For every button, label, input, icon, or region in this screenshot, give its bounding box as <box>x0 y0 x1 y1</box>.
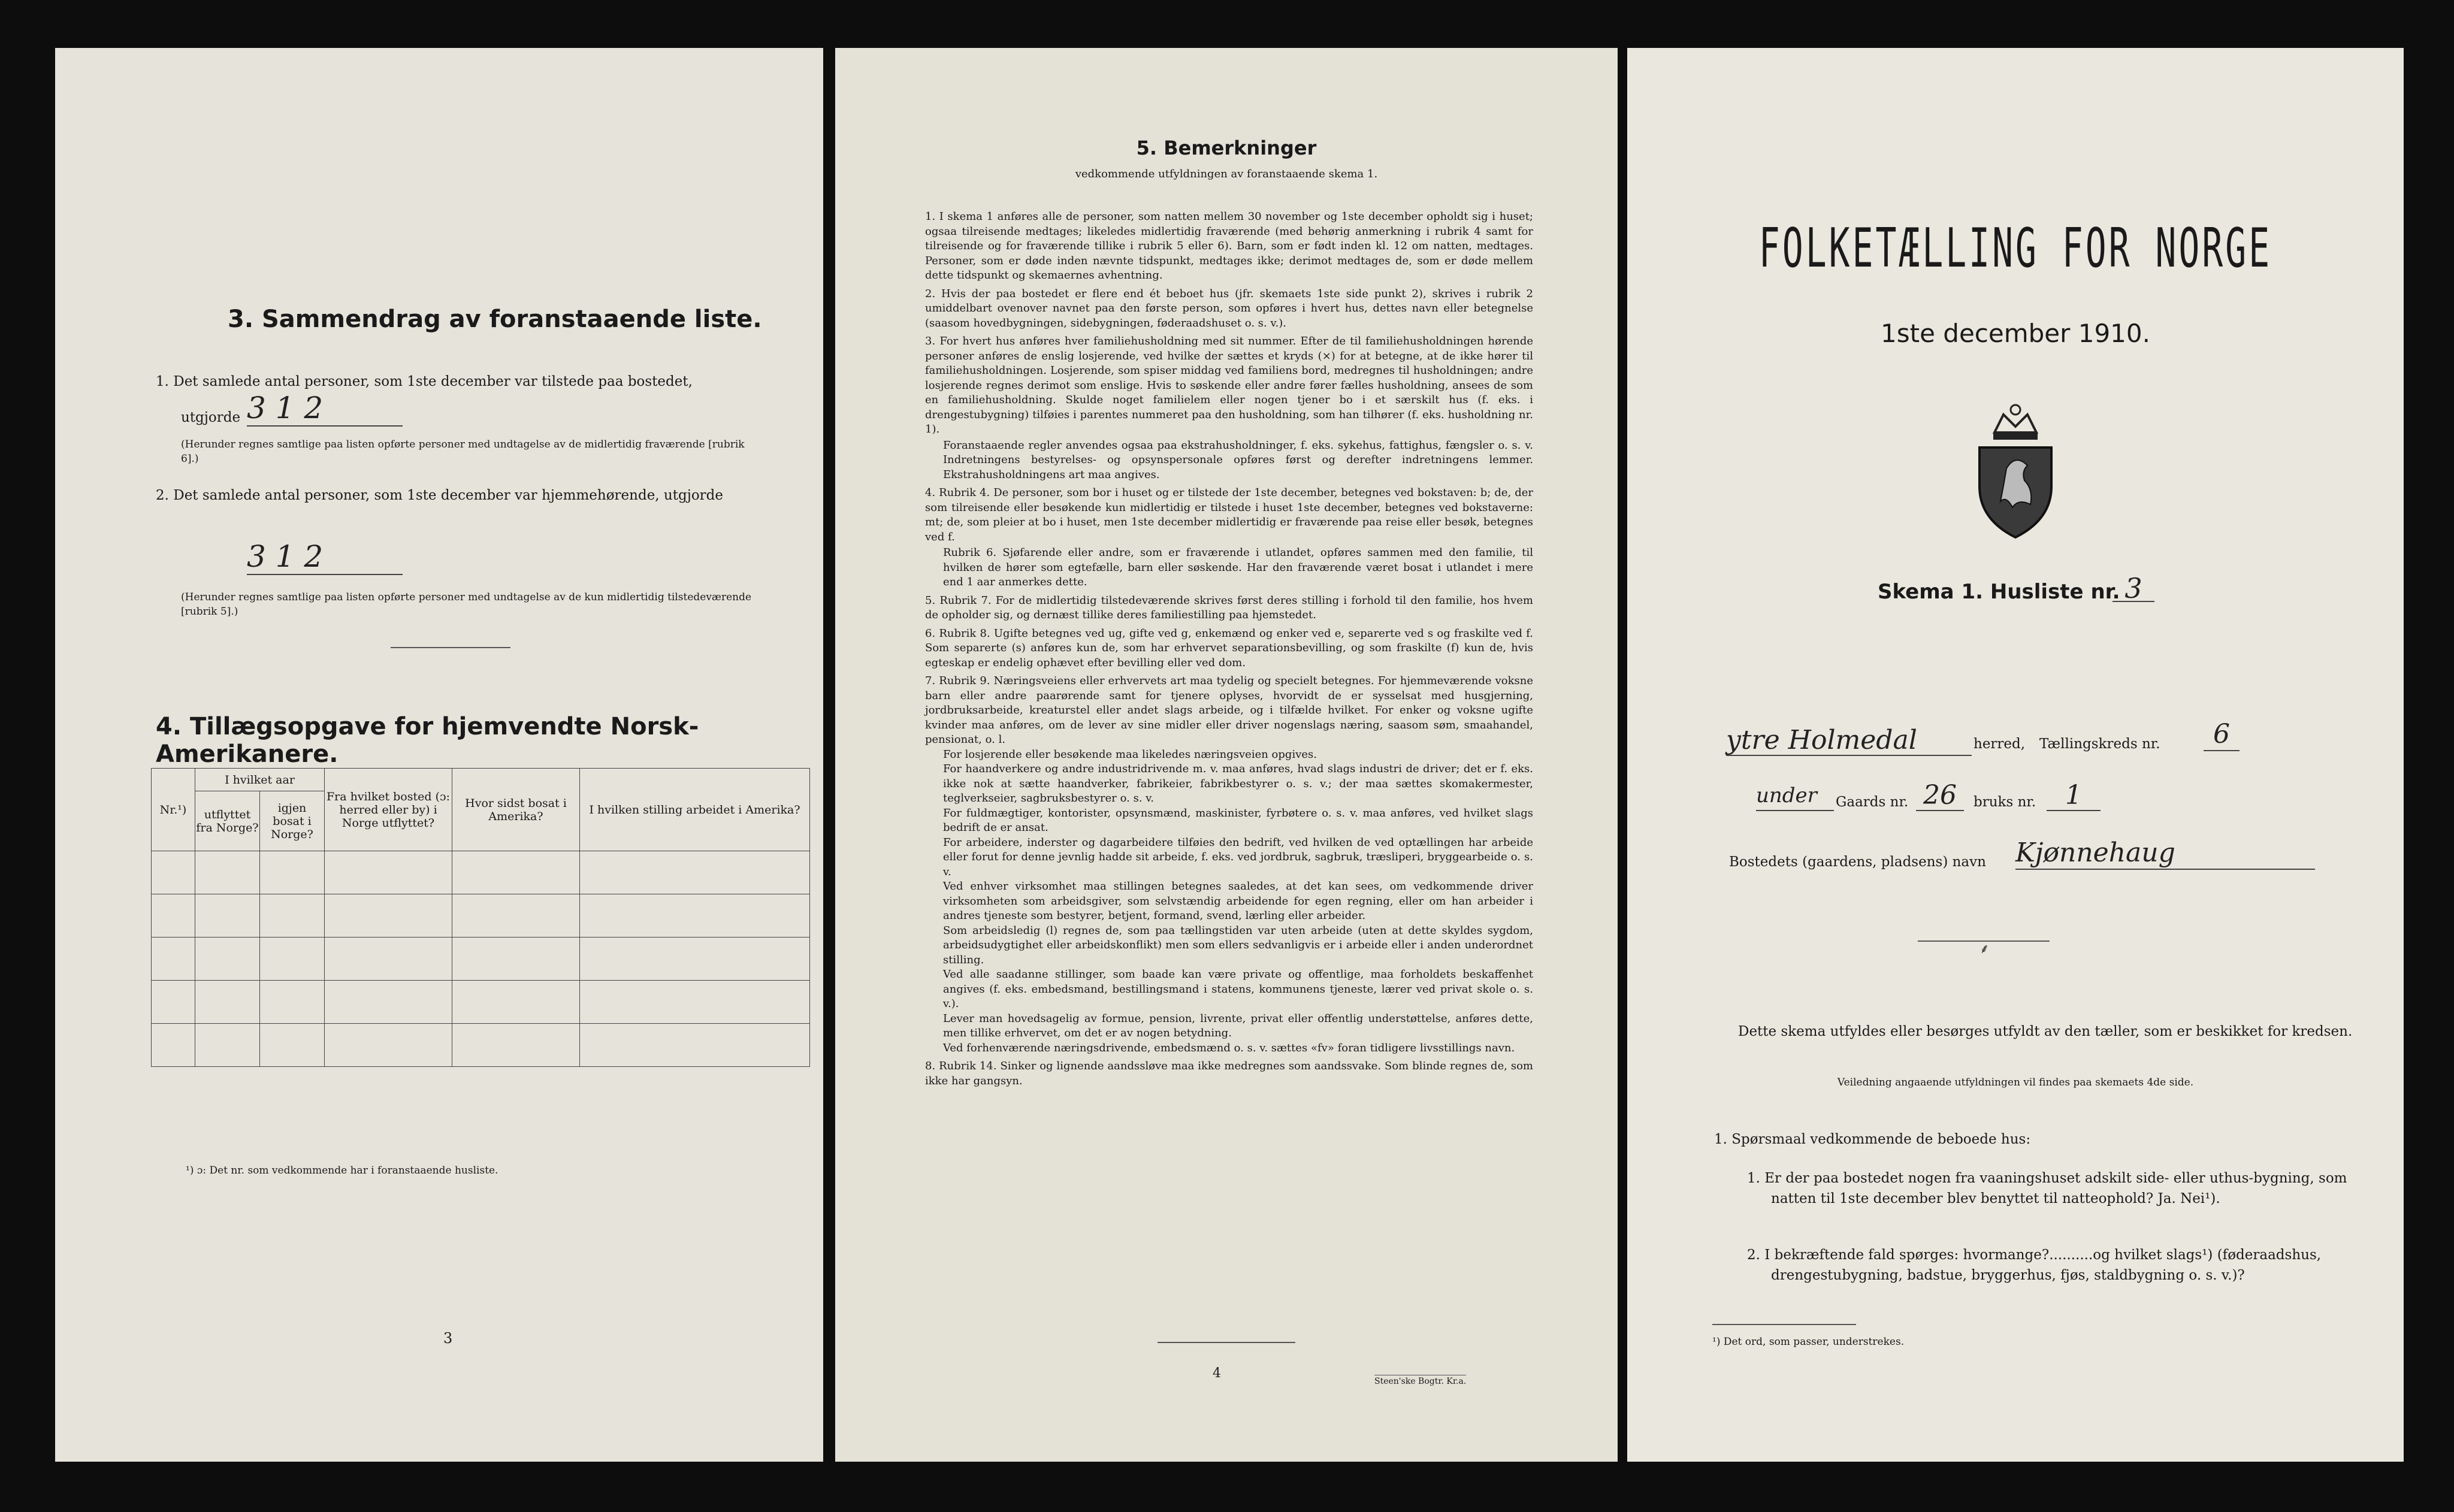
remarks-subtitle: vedkommende utfyldningen av foranstaaende skema 1. <box>1075 168 1378 180</box>
husliste-nr-value: 3 <box>2113 572 2154 602</box>
col-igjen-bosat: igjen bosat i Norge? <box>260 791 325 851</box>
item1-text: 1. Det samlede antal personer, som 1ste december var tilstede paa bostedet, <box>156 374 693 389</box>
gaards-value: 26 <box>1916 780 1964 811</box>
item1-note: (Herunder regnes samtlige paa listen opførte personer med undtagelse av de midlertidig fraværende [rubrik 6].) <box>181 439 745 465</box>
col-stilling: I hvilken stilling arbeidet i Amerika? <box>580 769 810 851</box>
question-2: 2. I bekræftende fald spørges: hvormange?..........og hvilket slags¹) (føderaadshus, drengestubygning, badstue, bryggerhus, fjøs, staldbygning o. s. v.)? <box>1747 1247 2322 1283</box>
table-row <box>152 851 810 894</box>
divider <box>1712 1324 1856 1325</box>
col-utflyttet: utflyttet fra Norge? <box>195 791 260 851</box>
page-number: 4 <box>1213 1366 1221 1381</box>
remark-item: For fuldmægtiger, kontorister, opsynsmænd, maskinister, fyrbøtere o. s. v. maa anføres, ved hvilket slags bedrift de er ansat. <box>943 806 1533 834</box>
col-group-year: I hvilket aar <box>195 769 325 791</box>
section4-title: 4. Tillægsopgave for hjemvendte Norsk-Amerikanere. <box>156 713 699 768</box>
left-page <box>55 48 823 1462</box>
remark-item: Ved alle saadanne stillinger, som baade kan være private og offentlige, maa forholdets beskaffenhet angives (f. eks. embedsmand, bestillingsmand i statens, kommunens tjeneste, lærer ved privat skole o. s. v.). <box>943 968 1533 1010</box>
remark-item: Rubrik 6. Sjøfarende eller andre, som er fraværende i utlandet, opføres sammen med den familie, til hvilken de hører som egtefælle, barn eller søskende. Har den fraværende været bosat i utlandet i mere end 1 aar anmerkes dette. <box>943 546 1533 588</box>
remark-item: For arbeidere, inderster og dagarbeidere tilføies den bedrift, ved hvilken de ved optællingen har arbeide eller forut for denne jevnlig hadde sit arbeide, f. eks. ved jordbruk, sagbruk, træsliperi, bryggearbeide o. s. v. <box>943 836 1533 878</box>
middle-page <box>835 48 1618 1462</box>
item2-note: (Herunder regnes samtlige paa listen opførte personer med undtagelse av de kun midlertidig tilstedeværende [rubrik 5].) <box>181 591 752 618</box>
remark-item: Ved forhenværende næringsdrivende, embedsmænd o. s. v. sættes «fv» foran tidligere livsstillings navn. <box>943 1041 1515 1054</box>
printer-mark: Steen'ske Bogtr. Kr.a. <box>1374 1375 1466 1386</box>
table-row <box>152 981 810 1024</box>
remark-item: For losjerende eller besøkende maa likeledes næringsveien opgives. <box>943 748 1317 761</box>
veiledning-text: Veiledning angaaende utfyldningen vil findes paa skemaets 4de side. <box>1837 1076 2194 1088</box>
remark-item: 4. Rubrik 4. De personer, som bor i huset og er tilstede der 1ste december, betegnes ved bokstaven: b; de, der som tilreisende eller besøkende kun midlertidig er tilstede i huset 1ste december, betegnes ved bokstaverne: mt; de, som pleier at bo i huset, men 1ste december midlertidig er fraværende paa reise eller besøk, betegnes ved f. <box>925 486 1533 543</box>
remarks-title: 5. Bemerkninger <box>1136 137 1317 159</box>
remark-item: Ved enhver virksomhet maa stillingen betegnes saaledes, at det kan sees, om vedkommende driver virksomheten som arbeidsgiver, som selvstændig arbeidende for egen regning, eller om han arbeider i andres tjeneste som bestyrer, betjent, formand, svend, lærling eller arbeider. <box>943 880 1533 922</box>
section3-title: 3. Sammendrag av foranstaaende liste. <box>228 306 762 333</box>
question-section-title: 1. Spørsmaal vedkommende de beboede hus: <box>1714 1132 2031 1147</box>
col-sidst-bosat: Hvor sidst bosat i Amerika? <box>452 769 580 851</box>
bruks-value: 1 <box>2047 780 2101 811</box>
table-row <box>152 894 810 938</box>
bruks-label: bruks nr. <box>1974 794 2036 810</box>
skema-label: Skema 1. Husliste nr. <box>1878 580 2120 604</box>
item1-value: 3 1 2 <box>247 391 403 427</box>
remark-item: 1. I skema 1 anføres alle de personer, som natten mellem 30 november og 1ste december opholdt sig i huset; ogsaa tilreisende medtages; likeledes midlertidig fraværende (med behørig anmerkning i rubrik 4 samt for tilreisende og for fraværende tillike i rubrik 5 eller 6). Barn, som er født inden kl. 12 om natten, medtages. Personer, som er døde inden nævnte tidspunkt, medtages ikke; derimot medtages de, som er døde mellem dette tidspunkt og skemaernes avhentning. <box>925 210 1533 282</box>
table-row <box>152 1024 810 1067</box>
remark-item: 7. Rubrik 9. Næringsveiens eller erhvervets art maa tydelig og specielt betegnes. For hjemmeværende voksne barn eller andre paarørende samt for tjenere oplyses, hvorvidt de er sysselsat med husgjerning, jordbruksarbeide, kreaturstel eller andet slags arbeide, og i tilfælde hvilket. For enker og voksne ugifte kvinder maa anføres, om de lever av sine midler eller driver nogenslags næring, saasom søm, smaahandel, pensionat, o. l. <box>925 675 1533 746</box>
question-1: 1. Er der paa bostedet nogen fra vaaningshuset adskilt side- eller uthus-bygning, som natten til 1ste december blev benyttet til natteophold? Ja. Nei¹). <box>1747 1171 2347 1206</box>
col-nr: Nr.¹) <box>152 769 195 851</box>
remark-item: 3. For hvert hus anføres hver familiehusholdning med sit nummer. Efter de til familiehusholdningen hørende personer anføres de enslig losjerende, ved hvilke der sættes et kryds (×) for at betegne, at de ikke hører til familiehusholdningen. Losjerende, som spiser middag ved familiens bord, medregnes til husholdningen; andre losjerende regnes derimot som enslige. Hvis to søskende eller andre fører fælles husholdning, ansees de som en familiehusholdning. Skulde noget familielem eller nogen tjener bo i et særskilt hus (f. eks. i drengestubygning) tilføies i parentes nummeret paa den husholdning, som han tilhører (f. eks. husholdning nr. 1). <box>925 335 1533 436</box>
footnote: ¹) ɔ: Det nr. som vedkommende har i foranstaaende husliste. <box>186 1165 498 1177</box>
gaards-label: Gaards nr. <box>1836 794 1909 810</box>
census-date: 1ste december 1910. <box>1881 319 2150 348</box>
remark-item: 2. Hvis der paa bostedet er flere end ét beboet hus (jfr. skemaets 1ste side punkt 2), skrives i rubrik 2 umiddelbart ovenover navnet paa den første person, som opføres i hvert hus, dettes navn eller betegnelse (saasom hovedbygningen, sidebygningen, føderaadshuset o. s. v.). <box>925 287 1533 329</box>
herred-value: ytre Holmedal <box>1726 725 1972 756</box>
footnote: ¹) Det ord, som passer, understrekes. <box>1712 1336 1905 1348</box>
right-page <box>1627 48 2404 1462</box>
table-row <box>152 938 810 981</box>
bosted-value: Kjønnehaug <box>2015 837 2315 870</box>
kreds-value: 6 <box>2204 719 2240 751</box>
ornament-icon: ⸙ <box>1979 942 1990 957</box>
item1-utgjorde: utgjorde <box>181 410 241 425</box>
remarks-list <box>925 210 1533 1088</box>
item2-text: 2. Det samlede antal personer, som 1ste december var hjemmehørende, utgjorde <box>156 488 724 503</box>
bosted-label: Bostedets (gaardens, pladsens) navn <box>1729 854 1986 870</box>
remark-item: Lever man hovedsagelig av formue, pension, livrente, privat eller offentlig understøttelse, anføres dette, men tillike erhvervet, om det er av nogen betydning. <box>943 1012 1533 1039</box>
under-value: under <box>1756 784 1834 811</box>
norsk-amerikaner-table <box>151 768 810 1067</box>
remark-item: 8. Rubrik 14. Sinker og lignende aandssløve maa ikke medregnes som aandssvake. Som blinde regnes de, som ikke har gangsyn. <box>925 1060 1533 1087</box>
col-bosted: Fra hvilket bosted (ɔ: herred eller by) i Norge utflyttet? <box>325 769 452 851</box>
remark-item: Som arbeidsledig (l) regnes de, som paa tællingstiden var uten arbeide (uten at dette skyldes sygdom, arbeidsudygtighet eller arbeidskonflikt) men som ellers sedvanligvis er i arbeide eller i anden underordnet stilling. <box>943 924 1533 966</box>
divider <box>1158 1342 1295 1343</box>
divider <box>391 647 510 648</box>
census-title: FOLKETÆLLING FOR NORGE <box>1758 216 2272 280</box>
herred-label: herred, <box>1974 736 2026 752</box>
item2-value: 3 1 2 <box>247 539 403 575</box>
page-number: 3 <box>443 1330 453 1347</box>
coat-of-arms-icon <box>1971 397 2060 543</box>
remark-item: For haandverkere og andre industridrivende m. v. maa anføres, hvad slags industri de driver; det er f. eks. ikke nok at sætte haandverker, fabrikeier, fabrikbestyrer o. s. v.; der maa sættes skomakermester, teglverkseier, sagbruksbestyrer o. s. v. <box>943 763 1533 805</box>
remark-item: 5. Rubrik 7. For de midlertidig tilstedeværende skrives først deres stilling i forhold til den familie, hos hvem de opholder sig, og dernæst tillike deres familiestilling paa hjemstedet. <box>925 594 1533 621</box>
remark-item: 6. Rubrik 8. Ugifte betegnes ved ug, gifte ved g, enkemænd og enker ved e, separerte ved s og fraskilte ved f. Som separerte (s) anføres kun de, som har erhvervet separationsbevilling, og som fraskilte (f) kun de, hvis egteskap er endelig ophævet efter bevilling eller ved dom. <box>925 627 1533 669</box>
instruction-text: Dette skema utfyldes eller besørges utfyldt av den tæller, som er beskikket for kredsen. <box>1738 1024 2353 1039</box>
kreds-label: Tællingskreds nr. <box>2039 736 2160 752</box>
remark-item: Foranstaaende regler anvendes ogsaa paa ekstrahusholdninger, f. eks. sykehus, fattighus, fængsler o. s. v. Indretningens bestyrelses- og opsynspersonale opføres først og derefter indretningens lemmer. Ekstrahusholdningens art maa angives. <box>943 439 1533 481</box>
